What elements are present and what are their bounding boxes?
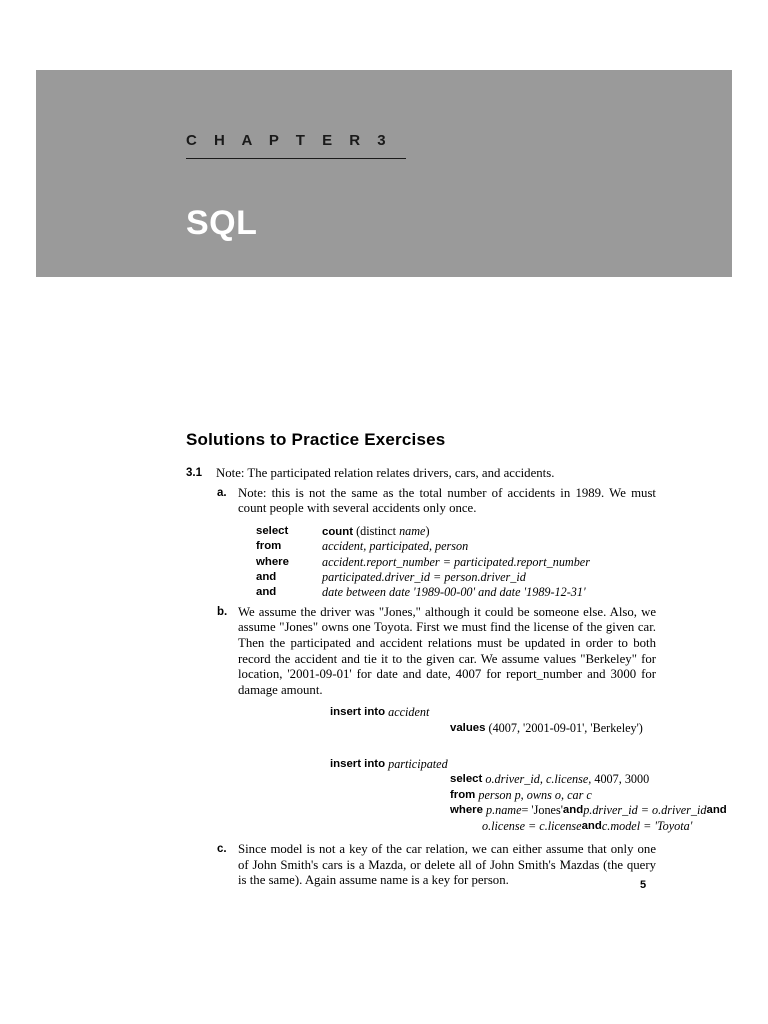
code-line-body [322, 524, 430, 539]
sql-keyword: values [450, 721, 486, 734]
code-line [330, 705, 656, 720]
part-c-label: c. [217, 842, 227, 855]
code-gap [238, 738, 656, 750]
code-line [256, 524, 656, 539]
code-identifier: accident.report_number = participated.report_number [322, 554, 590, 569]
code-condition: date between date '1989-00-00' and date '1989-12-31' [322, 585, 586, 600]
section-heading: Solutions to Practice Exercises [186, 430, 446, 449]
page-content [186, 430, 727, 889]
part-a [186, 486, 656, 601]
sql-keyword: from [450, 788, 476, 801]
part-a-label: a. [217, 486, 227, 499]
code-identifier: p.name [485, 803, 522, 818]
sql-keyword: from [256, 540, 282, 553]
code-identifier: person p, owns o, car c [478, 787, 592, 802]
sql-keyword: and [562, 804, 584, 817]
code-identifier: o.license = c.license [482, 818, 582, 833]
code-line [330, 788, 656, 803]
page-number: 5 [640, 879, 647, 891]
part-b-text: We assume the driver was "Jones," although it could be someone else. Also, we assume "Jones" owns one Toyota. First we must find the license of the given car. Then the participated and accident relations must be updated in order to both record the accident and tie it to the given car. We assume values "Berkeley" for location, '2001-09-01' for date and date, 4007 for report_number and 3000 for damage amount. [238, 604, 656, 697]
exercise-lead-italic: participated [270, 466, 331, 480]
part-b [186, 604, 727, 834]
code-identifier: p.driver_id = o.driver_id [583, 803, 707, 818]
exercise-lead [186, 466, 656, 482]
code-identifier: name [399, 523, 426, 538]
exercise-lead-pre: Note: The [216, 466, 271, 480]
code-block-query-a [238, 524, 656, 601]
exercise-lead-post: relation relates drivers, cars, and accidents. [330, 466, 555, 480]
chapter-banner [36, 70, 732, 277]
code-line [330, 803, 727, 818]
code-text: , 4007, 3000 [588, 772, 650, 787]
code-text: ) [425, 523, 430, 538]
sql-keyword: and [256, 586, 277, 599]
sql-keyword: insert into [330, 706, 386, 719]
code-identifier: participated [388, 757, 448, 772]
sql-keyword-count: count [322, 525, 354, 538]
code-identifier: accident, participated, person [322, 539, 469, 554]
code-identifier: accident [388, 705, 430, 720]
sql-keyword: select [450, 773, 483, 786]
chapter-rule-divider [186, 158, 406, 159]
code-line [256, 585, 656, 600]
sql-keyword: where [450, 804, 483, 817]
chapter-kicker: C H A P T E R 3 [186, 132, 393, 149]
sql-keyword: select [256, 524, 289, 537]
code-identifier: o.driver_id, c.license [485, 772, 589, 787]
exercise-3-1 [186, 466, 727, 889]
part-c-text: Since model is not a key of the car relation, we can either assume that only one of John Smith's cars is a Mazda, or delete all of John Smith's Mazdas (the query is the same). Again assume name is a key for person. [238, 841, 656, 888]
sql-keyword: and [706, 804, 727, 817]
code-block-insert-participated [238, 757, 727, 834]
code-line [256, 570, 656, 585]
code-line [256, 539, 656, 554]
part-a-text: Note: this is not the same as the total number of accidents in 1989. We must count people with several accidents only once. [238, 485, 656, 516]
code-identifier: participated.driver_id = person.driver_id [322, 569, 526, 584]
sql-keyword: where [256, 555, 289, 568]
code-text: (4007, '2001-09-01', 'Berkeley') [488, 720, 643, 735]
code-line [330, 721, 656, 736]
chapter-title: SQL [186, 204, 258, 242]
code-line [330, 818, 693, 834]
part-b-label: b. [217, 605, 228, 618]
code-text: = 'Jones' [521, 803, 563, 818]
sql-keyword: and [581, 819, 602, 832]
code-line [256, 555, 656, 570]
part-c [186, 842, 656, 889]
code-line [330, 757, 656, 772]
code-block-insert-accident [238, 705, 656, 736]
sql-keyword: insert into [330, 758, 386, 771]
exercise-number: 3.1 [186, 467, 202, 479]
sql-keyword: and [256, 570, 277, 583]
code-line [330, 772, 656, 787]
code-identifier: c.model = 'Toyota' [601, 818, 693, 833]
code-text: (distinct [353, 523, 400, 538]
